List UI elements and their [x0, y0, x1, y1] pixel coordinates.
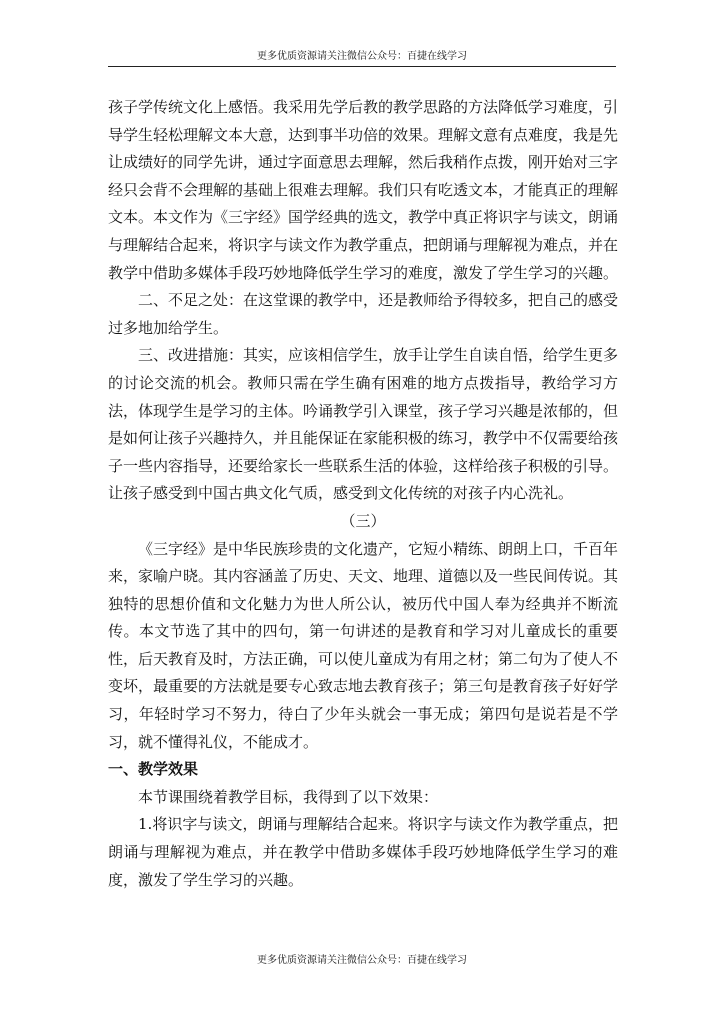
page-header: 更多优质资源请关注微信公众号：百捷在线学习: [257, 51, 467, 62]
paragraph-effect-intro: 本节课围绕着教学目标，我得到了以下效果：: [138, 787, 439, 806]
paragraph-effect-item-1: 1.将识字与读文，朗诵与理解结合起来。将识字与读文作为教学重点，把朗诵与理解视为难点，并在教学中借助多媒体手段巧妙地降低学生学习的难度，激发了学生学习的兴趣。: [108, 815, 618, 889]
document-body: [108, 94, 618, 894]
paragraph-sanzijing-intro: 《三字经》是中华民族珍贵的文化遗产，它短小精练、朗朗上口，千百年来，家喻户晓。其内容涵盖了历史、天文、地理、道德以及一些民间传说。其独特的思想价值和文化魅力为世人所公认，被历代中国人奉为经典并不断流传。本文节选了其中的四句，第一句讲述的是教育和学习对儿童成长的重要性，后天教育及时，方法正确，可以使儿童成为有用之材；第二句为了使人不变坏，最重要的方法就是要专心致志地去教育孩子；第三句是教育孩子好好学习，年轻时学习不努力，待白了少年头就会一事无成；第四句是说若是不学习，就不懂得礼仪，不能成才。: [108, 539, 619, 751]
paragraph-intro-continuation: 孩子学传统文化上感悟。我采用先学后教的教学思路的方法降低学习难度，引导学生轻松理解文本大意，达到事半功倍的效果。理解文意有点难度，我是先让成绩好的同学先讲，通过字面意思去理解，然后我稍作点拨，刚开始对三字经只会背不会理解的基础上很难去理解。我们只有吃透文本，才能真正的理解文本。本文作为《三字经》国学经典的选文，教学中真正将识字与读文，朗诵与理解结合起来，将识字与读文作为教学重点，把朗诵与理解视为难点，并在教学中借助多媒体手段巧妙地降低学生学习的难度，激发了学生学习的兴趣。: [108, 98, 619, 282]
paragraph-improvements: 三、改进措施：其实，应该相信学生，放手让学生自读自悟，给学生更多的讨论交流的机会。教师只需在学生确有困难的地方点拨指导，教给学习方法，体现学生是学习的主体。吟诵教学引入课堂，孩子学习兴趣是浓郁的，但是如何让孩子兴趣持久，并且能保证在家能积极的练习，教学中不仅需要给孩子一些内容指导，还要给家长一些联系生活的体验，这样给孩子积极的引导。让孩子感受到中国古典文化气质，感受到文化传统的对孩子内心洗礼。: [108, 346, 619, 503]
paragraph-shortcomings: 二、不足之处：在这堂课的教学中，还是教师给予得较多，把自己的感受过多地加给学生。: [108, 291, 619, 337]
page-footer: 更多优质资源请关注微信公众号：百捷在线学习: [257, 955, 467, 966]
heading-teaching-effect: 一、教学效果: [108, 760, 199, 779]
section-number-three: （三）: [340, 511, 386, 530]
header-rule: [108, 66, 616, 67]
